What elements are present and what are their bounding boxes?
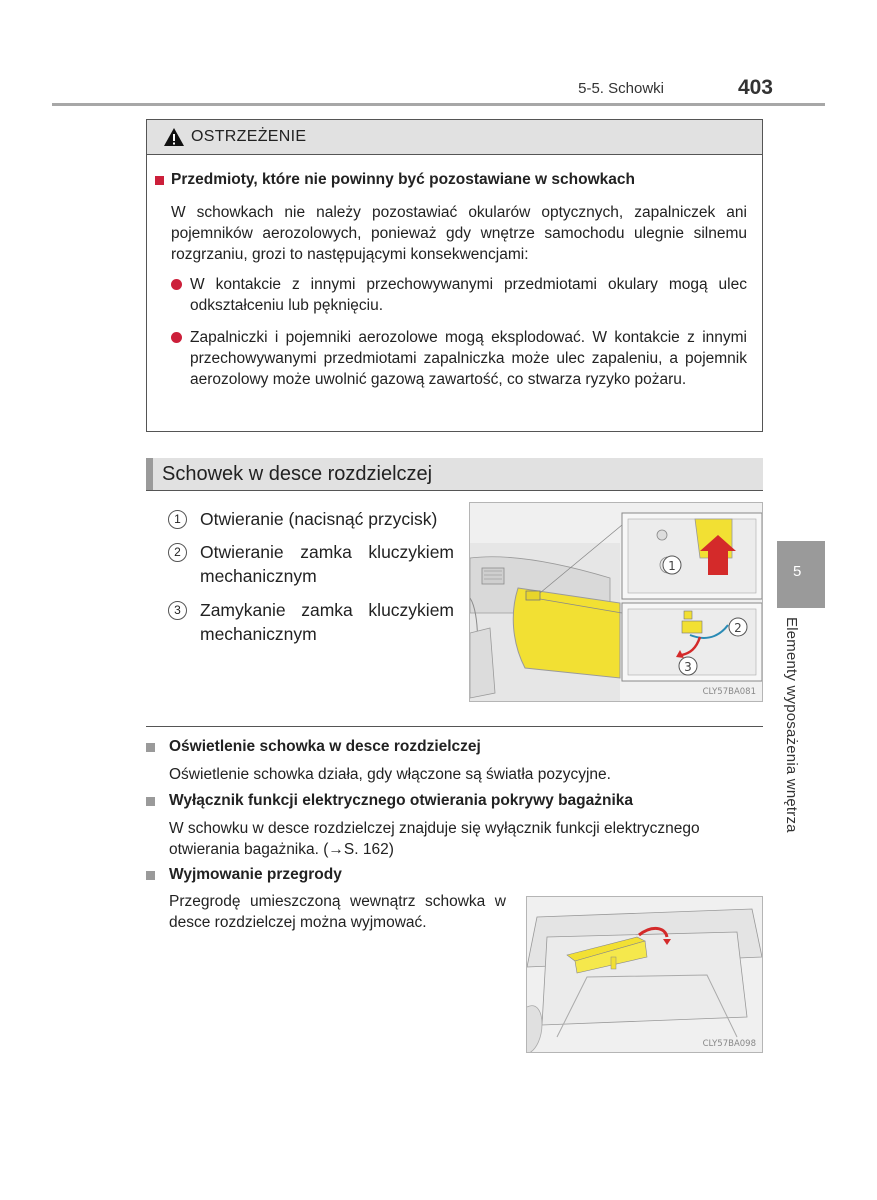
warning-bullet bbox=[171, 327, 747, 390]
numbered-item bbox=[168, 507, 454, 531]
warning-box bbox=[146, 119, 763, 432]
gray-square-icon bbox=[146, 871, 155, 880]
numbered-item-text: Otwieranie (nacisnąć przycisk) bbox=[200, 509, 438, 529]
gray-square-icon bbox=[146, 797, 155, 806]
subsection-text: Oświetlenie schowka działa, gdy włączone są światła pozycyjne. bbox=[169, 766, 611, 783]
svg-text:2: 2 bbox=[734, 621, 742, 635]
glovebox-drawing bbox=[470, 503, 763, 702]
section-rule bbox=[146, 490, 763, 491]
numbered-item-text: Zamykanie zamka kluczykiem mechanicznym bbox=[200, 600, 454, 644]
warning-title: OSTRZEŻENIE bbox=[191, 128, 307, 145]
circled-number: 2 bbox=[168, 543, 187, 562]
numbered-item-text: Otwieranie zamka kluczykiem mechanicznym bbox=[200, 542, 454, 586]
warning-paragraph: W schowkach nie należy pozostawiać okularów optycznych, zapalniczek ani pojemników aerozolowych, ponieważ gdy wnętrze samochodu ulegnie silnemu rozgrzaniu, grozi to następującymi konsekwencjami: bbox=[171, 204, 747, 263]
figure-code: CLY57BA081 bbox=[702, 687, 756, 697]
warning-bullet-text: W kontakcie z innymi przechowywanymi przedmiotami okulary mogą ulec odkształceniu lub pęknięciu. bbox=[190, 276, 747, 314]
figure-code: CLY57BA098 bbox=[702, 1039, 756, 1049]
red-square-icon bbox=[155, 176, 164, 185]
chapter-tab-number: 5 bbox=[793, 563, 802, 580]
header-rule bbox=[52, 103, 825, 106]
numbered-item bbox=[168, 598, 454, 646]
header-section-title: 5-5. Schowki bbox=[578, 80, 664, 97]
warning-header bbox=[147, 120, 762, 155]
warning-item-title-text: Przedmioty, które nie powinny być pozostawiane w schowkach bbox=[171, 171, 635, 188]
numbered-item bbox=[168, 540, 454, 588]
warning-item-title bbox=[155, 171, 635, 189]
section-title: Schowek w desce rozdzielczej bbox=[162, 463, 433, 485]
chapter-tab-label: Elementy wyposażenia wnętrza bbox=[783, 617, 800, 833]
subsection-heading-text: Oświetlenie schowka w desce rozdzielczej bbox=[169, 738, 481, 755]
warning-triangle-icon bbox=[163, 127, 185, 147]
circled-number: 1 bbox=[168, 510, 187, 529]
section-title-marker bbox=[146, 458, 153, 491]
divider-drawing bbox=[527, 897, 763, 1053]
subsection-heading bbox=[146, 792, 633, 810]
warning-bullet bbox=[171, 274, 747, 316]
circled-number: 3 bbox=[168, 601, 187, 620]
subsection-heading bbox=[146, 866, 342, 884]
section-title-bar bbox=[146, 458, 763, 491]
glovebox-illustration bbox=[469, 502, 763, 702]
svg-text:3: 3 bbox=[684, 660, 692, 674]
section-divider bbox=[146, 726, 763, 727]
chapter-tab bbox=[777, 541, 825, 608]
red-dot-icon bbox=[171, 279, 182, 290]
subsection-heading-text: Wyłącznik funkcji elektrycznego otwierania pokrywy bagażnika bbox=[169, 792, 634, 809]
svg-text:1: 1 bbox=[668, 559, 676, 573]
subsection-heading bbox=[146, 738, 481, 756]
subsection-text: W schowku w desce rozdzielczej znajduje się wyłącznik funkcji elektrycznego otwierania bagażnika. (→S. 162) bbox=[169, 820, 700, 858]
subsection-text: Przegrodę umieszczoną wewnątrz schowka w desce rozdzielczej można wyjmować. bbox=[169, 893, 506, 931]
gray-square-icon bbox=[146, 743, 155, 752]
page-number: 403 bbox=[737, 76, 773, 99]
warning-bullet-text: Zapalniczki i pojemniki aerozolowe mogą eksplodować. W kontakcie z innymi przechowywanymi przedmiotami zapalniczka może ulec zapaleniu, a pojemnik aerozolowy może uwolnić gazową zawartość, co stwarza ryzyko pożaru. bbox=[190, 329, 747, 388]
divider-removal-illustration bbox=[526, 896, 763, 1053]
red-dot-icon bbox=[171, 332, 182, 343]
subsection-heading-text: Wyjmowanie przegrody bbox=[169, 866, 342, 883]
